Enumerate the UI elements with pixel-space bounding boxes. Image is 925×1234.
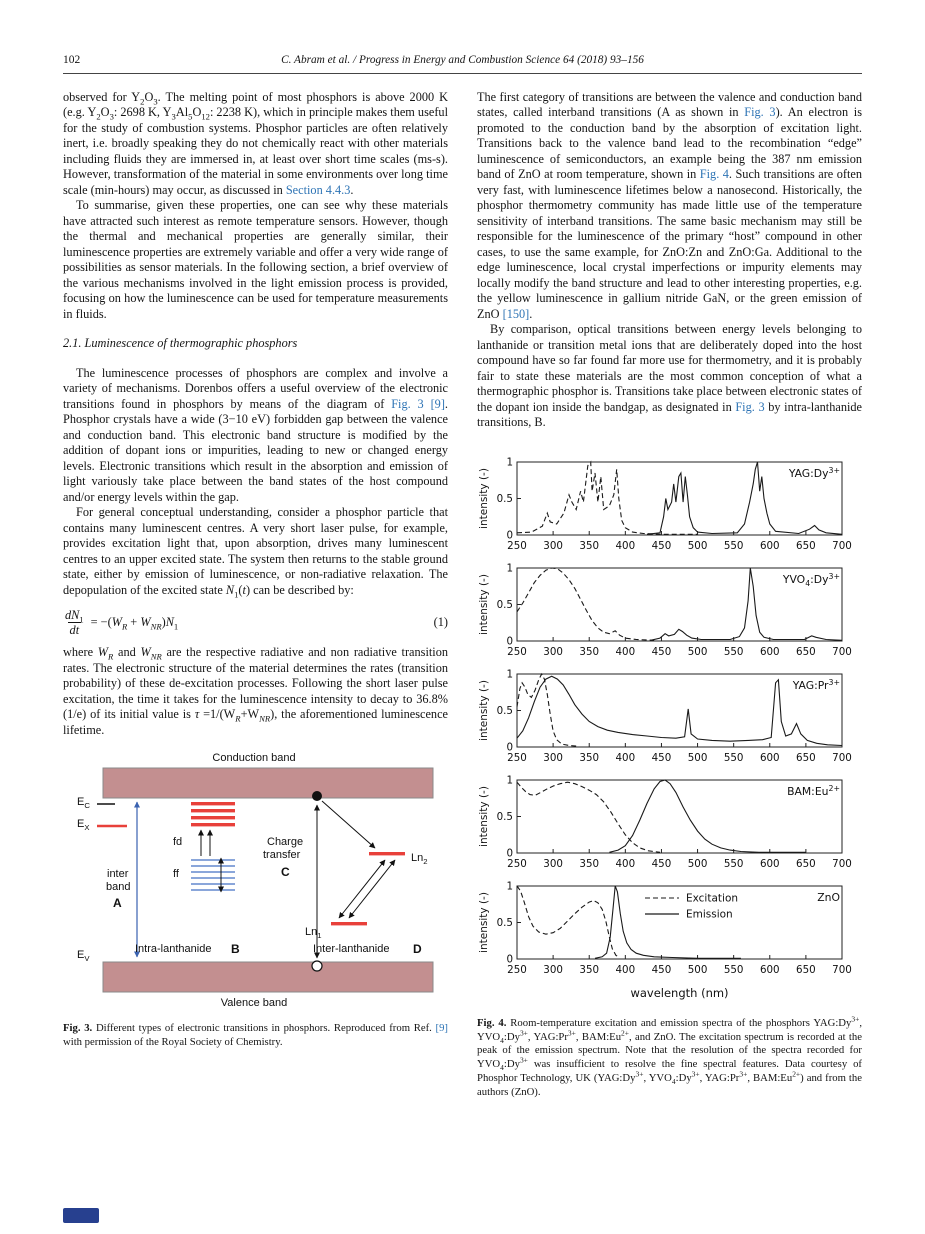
interband-label-2: band	[106, 881, 131, 894]
excitation-curve	[517, 674, 578, 746]
legend-emission-label: Emission	[686, 908, 733, 921]
paragraph: For general conceptual understanding, consider a phosphor particle that contains many luminescent centres. A very short laser pulse, for example, provides excitation light that, upon absorption, drives many luminescent centres to an upper excited state. The system then returns to the stable ground state, either by emission of luminescence, or non-radiative relaxation. The depopulation of the excited state $N_1(t)$ can be described by:	[63, 505, 448, 599]
y-tick-label: 0	[506, 635, 513, 648]
emission-curve	[609, 780, 806, 852]
x-tick-label: 550	[723, 645, 744, 658]
x-tick-label: 450	[651, 857, 672, 870]
x-tick-label: 300	[543, 751, 563, 764]
section-heading: 2.1. Luminescence of thermographic phosphors	[63, 336, 298, 351]
equation-numerator: $dN_1$	[65, 608, 84, 625]
x-tick-label: 650	[796, 751, 816, 764]
ref-150[interactable]: [150]	[502, 306, 530, 321]
excitation-curve	[517, 886, 620, 958]
y-tick-label: 0.5	[496, 810, 513, 823]
x-tick-label: 300	[543, 645, 563, 658]
x-tick-label: 600	[759, 751, 780, 764]
electron-dot	[312, 791, 322, 801]
spectrum-subplot-ZnO	[477, 881, 852, 1009]
series-label: $YAG:Dy^{3+}$	[788, 465, 840, 480]
ref-fig3-right2[interactable]: Fig. 3	[735, 399, 765, 414]
ref-section-4-4-3[interactable]: Section 4.4.3	[285, 182, 351, 197]
interband-label-1: inter	[107, 868, 129, 881]
excitation-curve	[517, 782, 660, 852]
series-label: $BAM:Eu^{2+}$	[787, 783, 840, 798]
equation-rhs: = $-(W_R + W_{NR})N_1$	[90, 614, 179, 632]
x-tick-label: 700	[832, 645, 852, 658]
y-axis-label: intensity (-)	[478, 679, 490, 741]
charge-transfer-label-1: Charge	[267, 836, 304, 849]
ln2-label: $Ln_2$	[411, 852, 428, 867]
spectrum-subplot-BAM:Eu2+	[477, 775, 852, 881]
x-tick-label: 400	[615, 751, 636, 764]
y-tick-label: 0	[506, 529, 513, 542]
x-tick-label: 650	[796, 857, 816, 870]
two-column-body	[63, 90, 862, 1100]
intra-lanthanide-label: Intra-lanthanide	[135, 943, 212, 956]
conduction-band-label: Conduction band	[212, 752, 296, 765]
x-tick-label: 400	[615, 963, 636, 976]
y-tick-label: 0	[506, 741, 513, 754]
x-tick-label: 300	[543, 539, 563, 552]
x-tick-label: 450	[651, 751, 672, 764]
charge-transfer-label-2: transfer	[263, 849, 301, 862]
inter-lanthanide-arrow	[339, 860, 385, 918]
y-tick-label: 0.5	[496, 598, 513, 611]
fd-level	[191, 802, 235, 805]
x-tick-label: 650	[796, 539, 816, 552]
paragraph: observed for $Y_2O_3$. The melting point of most phosphors is above 2000 K (e.g. $Y_2O_3$: 2698 K, $Y_3Al_5O_{12}$: 2238 K), which in principle makes them useful for the study of combustion systems. Phosphor particles are often relatively inert, i.e. broadly speaking they do not chemically react with other materials including fluids they are immersed in, at least over short time scales (ms-s). However, transformation of the material in some environments over long time scale (min-hours) may occur, as discussed in Section 4.4.3.	[63, 90, 449, 197]
figure3-diagram	[69, 752, 439, 1014]
header-rule	[63, 73, 862, 74]
y-tick-label: 1	[506, 456, 513, 469]
paragraph: By comparison, optical transitions between energy levels belonging to lanthanide or transition metal ions that are deliberately doped into the host compound have so far found far more use for thermometry, and it is probably fair to state these materials are the most common conception of what a thermographic phosphor is. Transitions take place between electronic states of the dopant ion inside the bandgap, as designated in Fig. 3 by intra-lanthanide transitions, B.	[477, 322, 862, 430]
series-label: ZnO	[817, 890, 840, 904]
page-corner-artifact	[63, 1208, 99, 1223]
fd-level	[191, 816, 235, 819]
ref-fig4[interactable]: Fig. 4	[699, 167, 729, 182]
ff-label: ff	[173, 868, 179, 881]
equation-fraction	[63, 608, 86, 637]
paragraph: To summarise, given these properties, one can see why these materials have attracted such interest as remote temperature sensors. However, though the thermal and mechanical properties are generally similar, their luminescence properties are extremely variable and offer a very wide range of possibilities as sensor materials. In the following section, a brief overview of the various mechanisms involved in the light emission process is provided, focusing on how the luminescence can be used for temperature measurements in fluids.	[63, 198, 448, 321]
x-tick-label: 700	[832, 539, 852, 552]
x-tick-label: 350	[579, 963, 600, 976]
y-tick-label: 0	[506, 953, 513, 966]
x-tick-label: 500	[687, 963, 708, 976]
figure3-caption: Fig. 3. Different types of electronic transitions in phosphors. Reproduced from Ref. [9] with permission of the Royal Society of Chemistry.	[63, 1022, 448, 1049]
right-column	[477, 90, 862, 1100]
y-axis-label: intensity (-)	[478, 467, 490, 529]
transition-c-label: C	[281, 865, 290, 880]
x-tick-label: 450	[651, 539, 672, 552]
series-label: $YVO_4:Dy^{3+}$	[782, 571, 840, 588]
x-tick-label: 600	[759, 539, 780, 552]
legend-excitation-label: Excitation	[686, 892, 739, 905]
x-tick-label: 600	[759, 857, 780, 870]
x-tick-label: 550	[723, 963, 744, 976]
charge-transfer-slant-arrow	[322, 801, 375, 848]
x-tick-label: 500	[687, 539, 708, 552]
fd-level	[191, 809, 235, 812]
x-tick-label: 650	[796, 963, 816, 976]
conduction-band	[103, 768, 433, 798]
y-tick-label: 1	[506, 668, 513, 681]
y-tick-label: 1	[506, 880, 513, 893]
hole-circle	[312, 961, 322, 971]
y-axis-label: intensity (-)	[478, 891, 490, 953]
x-tick-label: 450	[651, 963, 672, 976]
running-header: C. Abram et al. / Progress in Energy and Combustion Science 64 (2018) 93–156	[281, 54, 644, 66]
x-tick-label: 350	[579, 539, 600, 552]
equation-number: (1)	[433, 614, 448, 629]
y-tick-label: 0.5	[496, 916, 513, 929]
ln2-level	[369, 852, 405, 855]
y-tick-label: 0.5	[496, 492, 513, 505]
x-tick-label: 500	[687, 857, 708, 870]
fd-level	[191, 823, 235, 826]
x-tick-label: 500	[687, 645, 708, 658]
figure4-caption: Fig. 4. Room-temperature excitation and emission spectra of the phosphors $YAG:Dy^{3+}$, $YVO_4:Dy^{3+}$, $YAG:Pr^{3+}$, $BAM:Eu^{2+}$, and ZnO. The excitation spectrum is recorded at the peak of the emission spectrum. Note that the resolution of the spectra recorded for $YVO_4:Dy^{3+}$ was insufficient to resolve the fine spectral features. Data courtesy of Phosphor Technology, UK ($YAG:Dy^{3+}$, $YVO_4:Dy^{3+}$, $YAG:Pr^{3+}$, $BAM:Eu^{2+}$) and from the authors (ZnO).	[477, 1014, 862, 1099]
y-tick-label: 0	[506, 847, 513, 860]
spectrum-subplot-YAG:Pr3+	[477, 669, 852, 775]
y-tick-label: 1	[506, 774, 513, 787]
x-tick-label: 250	[507, 963, 527, 976]
ev-label: $E_V$	[77, 949, 90, 964]
x-tick-label: 700	[832, 857, 852, 870]
x-tick-label: 550	[723, 539, 744, 552]
x-tick-label: 600	[759, 963, 780, 976]
excitation-curve	[517, 568, 654, 640]
x-tick-label: 400	[615, 857, 636, 870]
ref-fig3-right[interactable]: Fig. 3	[744, 105, 776, 120]
y-axis-label: intensity (-)	[478, 573, 490, 635]
ln1-label: $Ln_1$	[305, 926, 322, 941]
y-tick-label: 1	[506, 562, 513, 575]
y-axis-label: intensity (-)	[478, 785, 490, 847]
x-tick-label: 250	[507, 857, 527, 870]
x-tick-label: 250	[507, 645, 527, 658]
ref-9[interactable]: [9]	[430, 396, 445, 411]
ec-label: $E_C$	[77, 796, 90, 811]
paragraph: where $W_R$ and $W_{NR}$ are the respective radiative and non radiative transition rates. The electronic structure of the material determines the rates (transition probability) of these de-excitation processes. Following the short laser pulse excitation, the time it takes for the luminescence intensity to decay to 36.8% (1/e) of its initial value is $\tau =1/(W_R+W_{NR})$, the aforementioned luminescence lifetime.	[63, 645, 449, 737]
transition-b-label: B	[231, 942, 240, 957]
ref-9-caption[interactable]: [9]	[435, 1022, 448, 1035]
spectrum-subplot-YAG:Dy3+	[477, 457, 852, 563]
x-tick-label: 300	[543, 857, 563, 870]
ref-fig3[interactable]: Fig. 3	[391, 396, 424, 411]
x-tick-label: 400	[615, 539, 636, 552]
x-tick-label: 300	[543, 963, 563, 976]
x-tick-label: 400	[615, 645, 636, 658]
paragraph: The luminescence processes of phosphors are complex and involve a variety of mechanisms. Dorenbos offers a useful overview of the electronic transitions found in phosphors by means of the diagram of Fig. 3 [9]. Phosphor crystals have a wide (3−10 eV) forbidden gap between the valence and conduction band. This electronic band structure is modified by the addition of dopant ions or impurities, leading to new or changed energy levels. Electronic transitions which result in the absorption and emission of light variously take place between the band states of the host compound and/or energy levels within the gap.	[63, 365, 448, 504]
inter-lanthanide-arrow	[349, 860, 395, 918]
x-tick-label: 500	[687, 751, 708, 764]
ln1-level	[331, 922, 367, 925]
equation-denominator: dt	[69, 623, 80, 638]
valence-band	[103, 962, 433, 992]
spectrum-subplot-YVO4:Dy3+	[477, 563, 852, 669]
x-tick-label: 550	[723, 751, 744, 764]
x-axis-label: wavelength (nm)	[630, 985, 729, 1000]
page-number: 102	[63, 54, 81, 66]
transition-a-label: A	[113, 896, 122, 911]
paragraph: The first category of transitions are between the valence and conduction band states, called interband transitions (A as shown in Fig. 3). An electron is promoted to the conduction band by the absorption of excitation light. Transitions back to the valence band lead to the recombination “edge” luminescence of semiconductors, an example being the 387 nm emission band of ZnO at room temperature, shown in Fig. 4. Such transitions are often very fast, with luminescence lifetimes below a nanosecond. Historically, the phosphor thermometry community has made little use of the temperature sensitivity of interband transitions. The same basic mechanism may still be responsible for the luminescence of the primary “host” compound in other cases, to use the same example, for ZnO:Zn and ZnO:Ga. Additional to the edge luminescence, local crystal imperfections or impurity elements may locally modify the band structure and lead to other interesting properties, e.g. the yellow luminescence in gallium nitride GaN, or the green emission of ZnO [150].	[477, 90, 862, 321]
valence-band-label: Valence band	[220, 997, 288, 1010]
fd-label: fd	[173, 836, 183, 849]
left-column	[63, 90, 448, 1100]
equation-1	[63, 608, 448, 637]
x-tick-label: 700	[832, 963, 852, 976]
x-tick-label: 700	[832, 751, 852, 764]
x-tick-label: 650	[796, 645, 816, 658]
x-tick-label: 550	[723, 857, 744, 870]
x-tick-label: 250	[507, 751, 527, 764]
x-tick-label: 250	[507, 539, 527, 552]
transition-d-label: D	[413, 942, 422, 957]
x-tick-label: 600	[759, 645, 780, 658]
figure4-charts	[477, 457, 862, 1009]
y-tick-label: 0.5	[496, 704, 513, 717]
inter-lanthanide-label: Inter-lanthanide	[313, 943, 390, 956]
x-tick-label: 350	[579, 645, 600, 658]
x-tick-label: 350	[579, 857, 600, 870]
x-tick-label: 350	[579, 751, 600, 764]
excitation-curve	[517, 462, 698, 534]
series-label: $YAG:Pr^{3+}$	[792, 677, 840, 692]
ex-label: $E_X$	[77, 818, 90, 833]
x-tick-label: 450	[651, 645, 672, 658]
